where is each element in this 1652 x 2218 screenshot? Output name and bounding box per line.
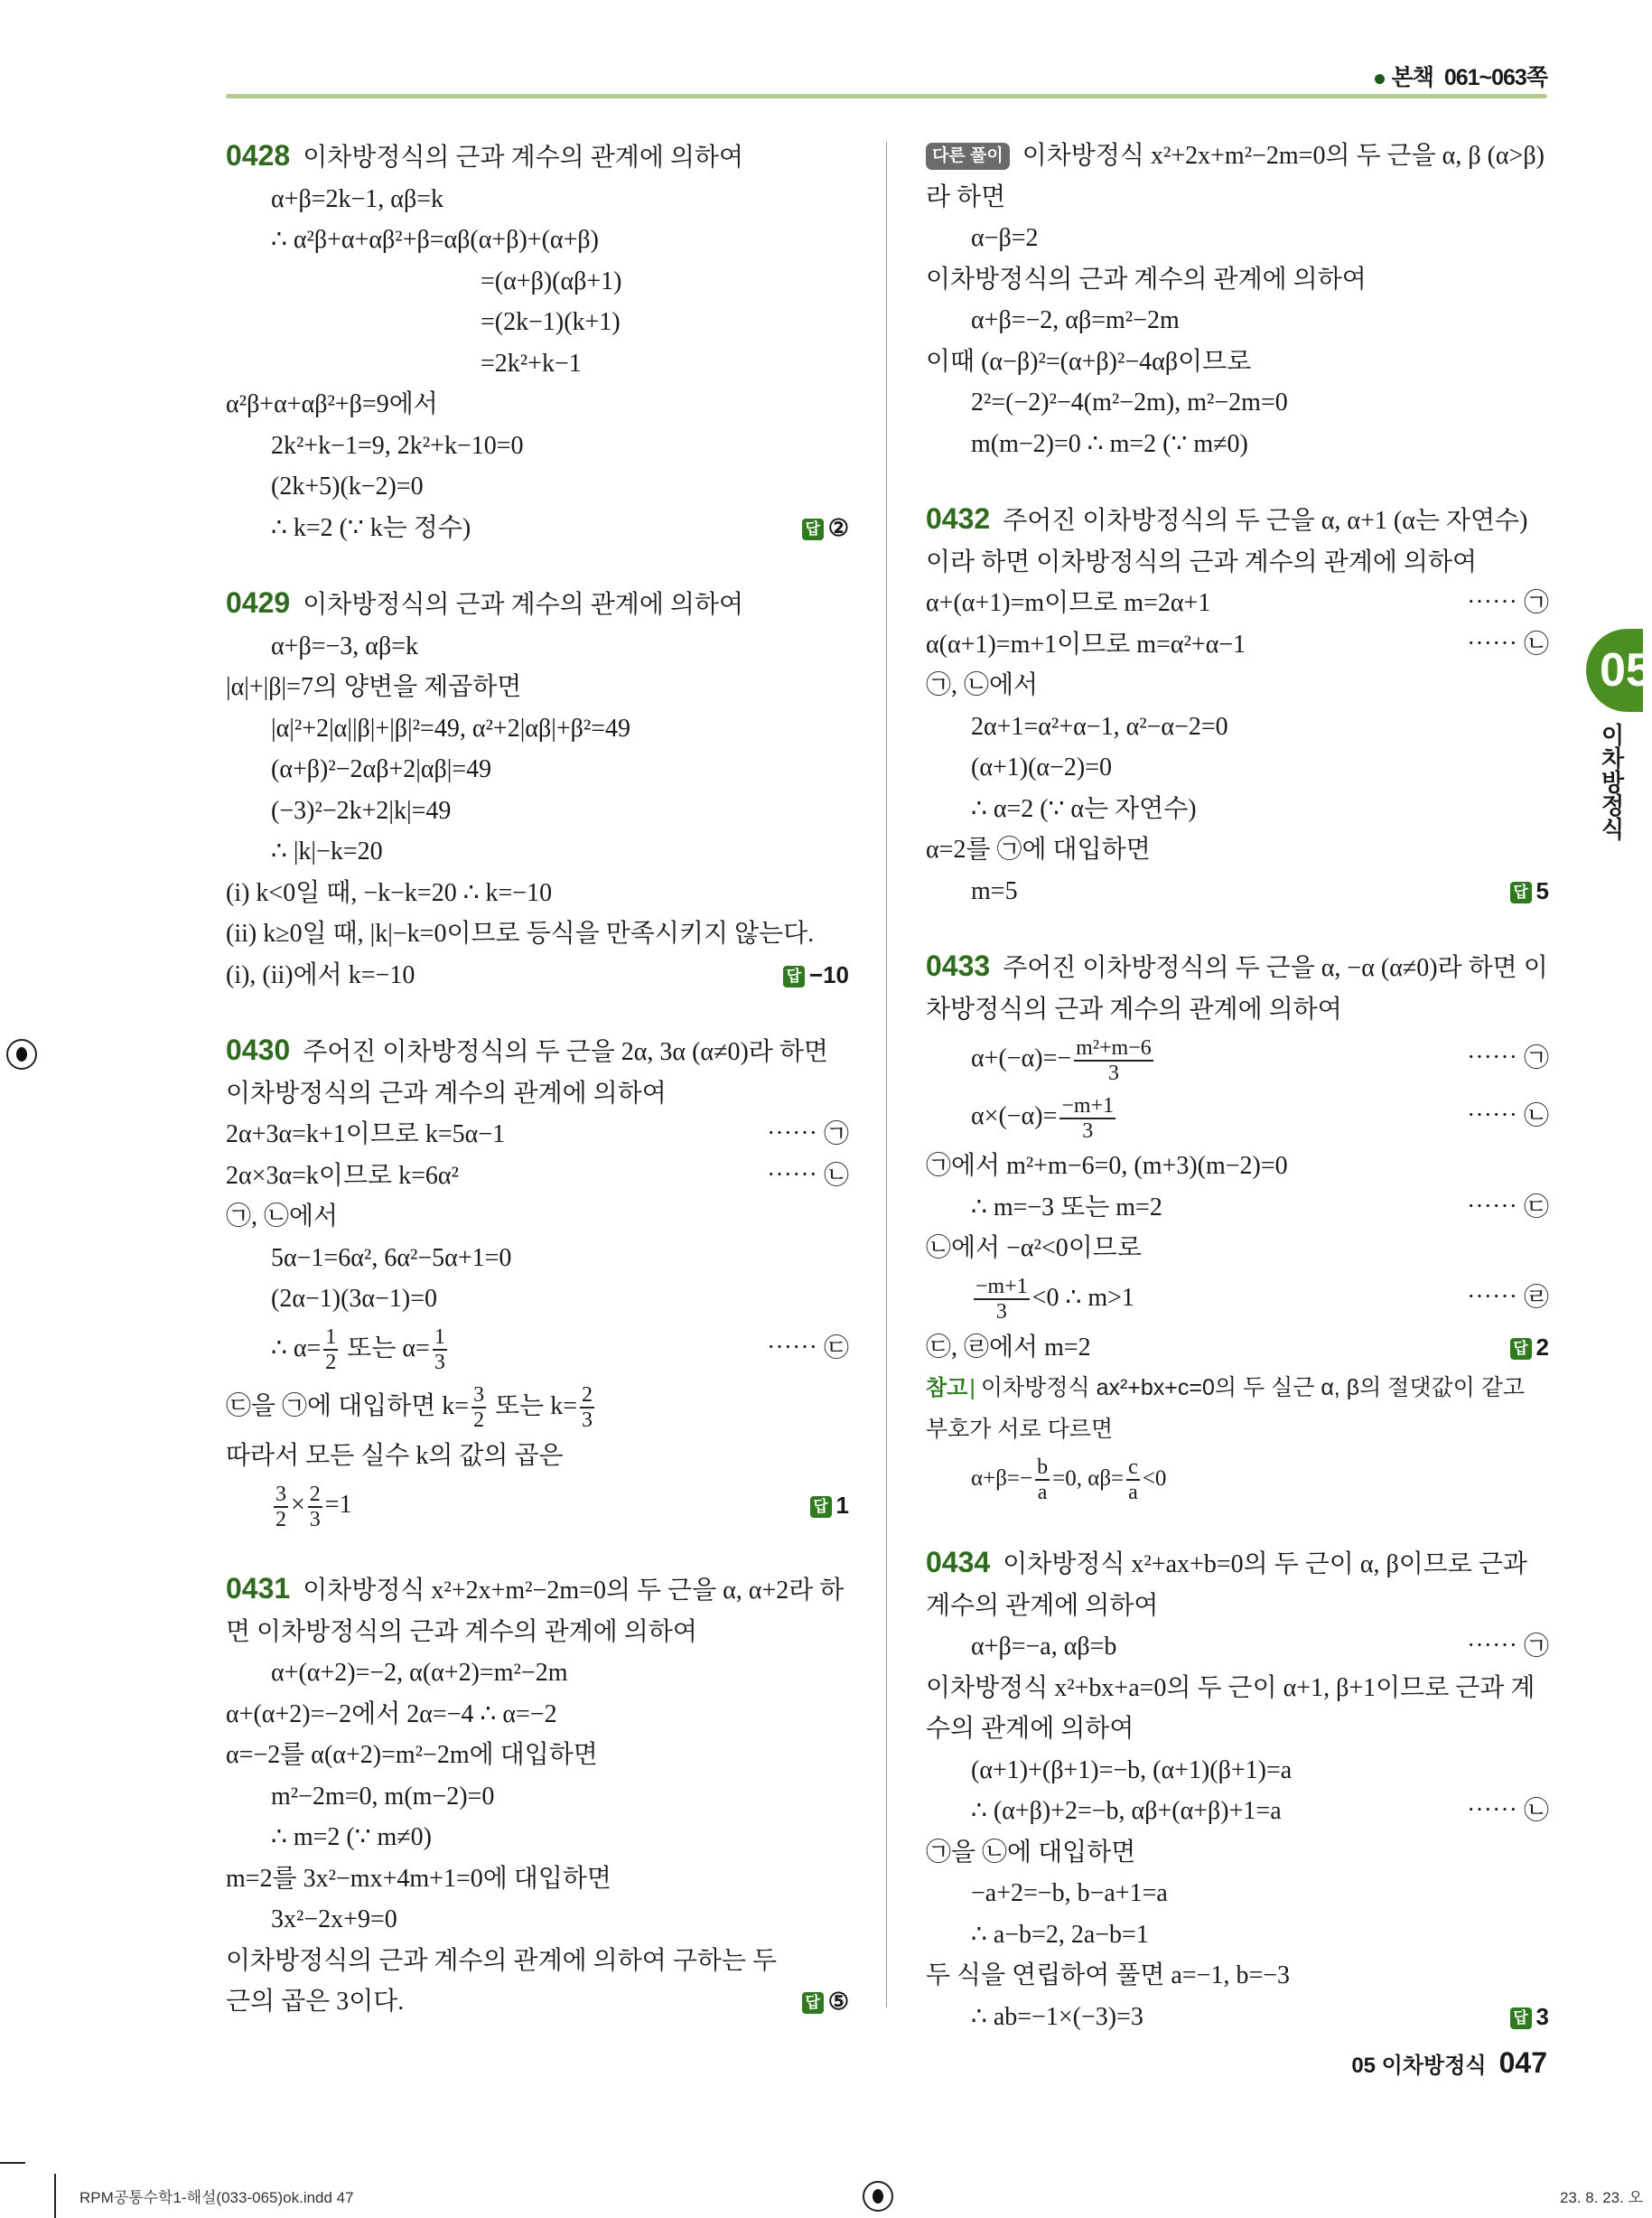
math-text: 2²=(−2)²−4(m²−2m), m²−2m=0 [971,388,1288,416]
equation-label: ⋯⋯ ㉡ [1466,1797,1549,1825]
solution-line [926,342,1549,383]
solution-line [226,261,849,303]
crop-mark [0,2162,25,2164]
answer [810,1476,849,1534]
denominator: 2 [325,1351,337,1375]
math-text: ∴ (α+β)+2=−b, αβ+(α+β)+1=a [971,1797,1282,1825]
math-text: α−β=2 [971,224,1039,252]
problem-solution [926,946,1549,1508]
print-file-info: RPM공통수학1-해설(033-065)ok.indd 47 [79,2189,354,2206]
math-text: ∴ α= [271,1334,322,1362]
answer-value: ② [827,513,849,541]
denominator: 3 [1107,1061,1119,1085]
reference-note [926,1368,1549,1508]
math-text: ㉠에서 m²+m−6=0, (m+3)(m−2)=0 [926,1152,1288,1180]
solution-heading [926,499,1549,583]
solution-line [926,1327,1549,1369]
math-text: m=5 [971,876,1018,905]
solution-line [926,1955,1549,1997]
alt-solution-tag: 다른 풀이 [926,143,1010,170]
equation-label: ⋯⋯ ㉡ [1466,630,1549,659]
fraction [1126,1455,1140,1504]
answer-value: −10 [808,960,849,988]
answer-badge-icon: 답 [1510,882,1532,903]
solution-line [926,1088,1549,1146]
solution-heading [226,1568,849,1652]
solution-line [926,747,1549,789]
solution-line [226,466,849,508]
heading-text: 이차방정식의 근과 계수의 관계에 의하여 [303,591,744,619]
math-text: α+(α+1)=m이므로 m=2α+1 [926,589,1211,617]
column-divider [886,142,887,2007]
solution-line [226,384,849,426]
solution-line [226,1196,849,1238]
left-column [226,136,849,2057]
math-text: α²β+α+αβ²+β=9에서 [226,390,438,418]
solution-line [926,1997,1549,2038]
solution-line [926,1873,1549,1914]
heading-text: 이차방정식 x²+ax+b=0의 두 근이 α, β이므로 근과 계수의 관계에 의하여 [926,1550,1527,1620]
note-text: 이차방정식 ax²+bx+c=0의 두 실근 α, β의 절댓값이 같고 부호가 서로 다르면 [926,1375,1526,1442]
solution-line [226,1652,849,1694]
math-text: ㉢을 ㉠에 대입하면 k= [226,1391,470,1420]
problem-solution [226,1568,849,2023]
numerator: 3 [275,1482,286,1506]
alternative-solution [926,136,1549,464]
denominator: 2 [473,1408,485,1433]
solution-line [926,424,1549,465]
fraction [974,1275,1030,1324]
math-text: =(α+β)(αβ+1) [481,267,622,295]
math-text: m=2를 3x²−mx+4m+1=0에 대입하면 [226,1864,611,1893]
problem-solution [226,136,849,548]
math-text: ㉠, ㉡에서 [926,671,1039,699]
math-text: ∴ |k|−k=20 [271,838,383,866]
answer-value: ⑤ [827,1988,849,2015]
math-text: (−3)²−2k+2|k|=49 [271,796,452,825]
math-text: ∴ a−b=2, 2a−b=1 [971,1920,1149,1949]
solution-line [926,665,1549,707]
numerator: 3 [473,1383,485,1408]
solution-line [226,1776,849,1818]
solution-heading [926,136,1549,218]
print-date: 23. 8. 23. 오 [1559,2189,1643,2206]
solution-line [226,1694,849,1736]
crop-mark [54,2174,56,2218]
answer-badge-icon: 답 [810,1496,832,1518]
solution-line [926,382,1549,424]
solution-line [926,829,1549,871]
solution-line [226,1735,849,1776]
answer [1510,1997,1549,2038]
math-text: (α+β)²−2αβ+2|αβ|=49 [271,755,492,783]
math-text: 따라서 모든 실수 k의 값의 곱은 [226,1441,564,1470]
solution-line [926,1626,1549,1668]
heading-text: 주어진 이차방정식의 두 근을 α, −α (α≠0)라 하면 이차방정식의 근과 계수의 관계에 의하여 [926,954,1548,1024]
numerator: 2 [581,1383,593,1408]
math-text: (ii) k≥0일 때, |k|−k=0이므로 등식을 만족시키지 않는다. [226,920,815,948]
solution-line [926,871,1549,912]
answer-badge-icon: 답 [783,966,805,987]
math-text: =2k²+k−1 [481,349,582,378]
heading-text: 이차방정식 x²+2x+m²−2m=0의 두 근을 α, β (α>β)라 하면 [926,142,1545,211]
solution-line [226,1858,849,1900]
math-text: ㉢, ㉣에서 m=2 [926,1333,1091,1362]
solution-line [926,1832,1549,1874]
math-text: 이때 (α−β)²=(α+β)²−4αβ이므로 [926,347,1252,376]
answer-badge-icon: 답 [1510,1338,1532,1360]
denominator: 3 [434,1351,445,1375]
solution-line [226,708,849,750]
math-text: =1 [324,1491,352,1519]
math-text: <0 ∴ m>1 [1031,1283,1134,1312]
denominator: a [1128,1481,1138,1505]
math-text: 2α+3α=k+1이므로 k=5α−1 [226,1120,506,1148]
math-text: (i), (ii)에서 k=−10 [226,960,415,989]
math-text: 또는 k= [489,1391,577,1420]
equation-label: ⋯⋯ ㉡ [766,1161,849,1190]
solution-line [226,1476,849,1534]
answer [802,1981,849,2023]
solution-line [226,179,849,220]
answer [802,508,849,549]
math-text: 이차방정식의 근과 계수의 관계에 의하여 [926,265,1367,294]
solution-line [226,343,849,385]
solution-line [926,1791,1549,1832]
equation-label: ⋯⋯ ㉠ [766,1120,849,1148]
page-number: 047 [1498,2046,1547,2079]
problem-number: 0432 [926,502,991,535]
note-heading [926,1368,1549,1450]
problem-number: 0431 [226,1572,291,1605]
solution-line [226,1238,849,1279]
math-text: ∴ α=2 (∵ α는 자연수) [971,794,1197,823]
solution-heading [226,1030,849,1114]
heading-text: 이차방정식 x²+2x+m²−2m=0의 두 근을 α, α+2라 하면 이차방정식의 근과 계수의 관계에 의하여 [226,1577,845,1646]
solution-line [226,831,849,873]
answer-badge-icon: 답 [802,1992,824,2014]
math-text: α=2를 ㉠에 대입하면 [926,836,1151,864]
solution-line [226,508,849,549]
fraction [471,1383,486,1432]
math-text: α=−2를 α(α+2)=m²−2m에 대입하면 [226,1741,598,1769]
solution-line [226,1378,849,1436]
registration-mark-icon [6,1039,37,1070]
bullet-icon [1375,74,1385,84]
solution-heading [226,583,849,626]
equation-label: ⋯⋯ ㉡ [1466,1102,1549,1130]
fraction [308,1483,322,1531]
math-text: (α+1)(α−2)=0 [971,753,1113,781]
equation-label: ⋯⋯ ㉠ [1466,1633,1549,1661]
numerator: −m+1 [975,1275,1028,1299]
page-reference [1375,60,1547,92]
problem-number: 0429 [226,586,291,619]
math-text: (α+1)+(β+1)=−b, (α+1)(β+1)=a [971,1755,1293,1784]
numerator: −m+1 [1061,1093,1115,1118]
math-text: (2k+5)(k−2)=0 [271,473,424,501]
answer-badge-icon: 답 [1510,2007,1532,2029]
fraction [580,1383,594,1432]
header-rule [226,94,1547,98]
numerator: c [1128,1455,1138,1480]
math-text: |α|+|β|=7의 양변을 제곱하면 [226,673,522,701]
solution-line [226,955,849,997]
math-text: α+β=− [971,1466,1033,1491]
answer [1510,1327,1549,1369]
math-text: 이차방정식의 근과 계수의 관계에 의하여 구하는 두 근의 곱은 3이다. [226,1946,778,2016]
solution-line [226,626,849,668]
math-text: 또는 α= [341,1334,430,1362]
problem-number: 0434 [926,1546,991,1578]
math-text: × [291,1491,305,1519]
heading-text: 주어진 이차방정식의 두 근을 2α, 3α (α≠0)라 하면 이차방정식의 근과 계수의 관계에 의하여 [226,1038,828,1108]
math-text: ㉠을 ㉡에 대입하면 [926,1838,1136,1867]
problem-number: 0433 [926,950,991,982]
problem-solution [226,583,849,996]
solution-line [926,789,1549,830]
equation-label: ⋯⋯ ㉢ [766,1334,849,1362]
note-label: 참고 [926,1376,968,1400]
denominator: 2 [275,1507,286,1531]
problem-solution [926,1542,1549,2037]
math-text: 5α−1=6α², 6α²−5α+1=0 [271,1243,512,1272]
math-text: ㉡에서 −α²<0이므로 [926,1234,1142,1262]
solution-line [926,707,1549,748]
solution-line [226,1278,849,1320]
answer-value: 2 [1535,1333,1549,1361]
math-text: ∴ m=−3 또는 m=2 [971,1193,1162,1221]
denominator: 3 [995,1300,1007,1324]
solution-heading [926,946,1549,1030]
numerator: m²+m−6 [1076,1035,1152,1060]
math-text: α×(−α)= [971,1102,1058,1130]
solution-line [226,1114,849,1156]
solution-line [226,791,849,832]
math-text: ∴ m=2 (∵ m≠0) [271,1823,432,1851]
registration-mark-icon [863,2181,893,2212]
denominator: a [1037,1481,1048,1505]
fraction [1059,1094,1115,1143]
solution-line [226,873,849,914]
solution-line [226,749,849,791]
math-text: 이차방정식 x²+bx+a=0의 두 근이 α+1, β+1이므로 근과 계수의 관계에 의하여 [926,1673,1535,1743]
solution-line [226,1899,849,1941]
fraction [1074,1036,1153,1085]
heading-text: 이차방정식의 근과 계수의 관계에 의하여 [303,144,744,172]
math-text: α+(−α)=− [971,1044,1072,1072]
math-text: α+β=2k−1, αβ=k [271,184,443,213]
math-text: α+(α+2)=−2, α(α+2)=m²−2m [271,1659,568,1687]
footer-chapter: 05 이차방정식 [1351,2054,1487,2078]
solution-line [926,1228,1549,1269]
math-text: α+β=−3, αβ=k [271,632,418,660]
answer-value: 1 [835,1492,849,1519]
solution-line [926,1450,1549,1508]
solution-heading [926,1542,1549,1626]
numerator: b [1037,1455,1049,1480]
solution-line [926,300,1549,342]
numerator: 1 [434,1325,445,1350]
solution-line [226,220,849,261]
math-text: α(α+1)=m+1이므로 m=α²+α−1 [926,630,1246,659]
solution-line [226,1436,849,1477]
numerator: 1 [325,1325,337,1350]
answer [783,955,849,997]
solution-heading [226,136,849,179]
fraction [274,1483,288,1531]
problem-solution [226,1030,849,1534]
solution-line [226,913,849,955]
denominator: 3 [1082,1118,1094,1143]
equation-label: ⋯⋯ ㉢ [1466,1193,1549,1221]
math-text: 2α+1=α²+α−1, α²−α−2=0 [971,712,1228,741]
solution-line [226,667,849,708]
math-text: m(m−2)=0 ∴ m=2 (∵ m≠0) [971,429,1248,458]
math-text: m²−2m=0, m(m−2)=0 [271,1782,495,1811]
solution-line [226,1817,849,1858]
math-text: 3x²−2x+9=0 [271,1905,397,1933]
solution-line [926,1187,1549,1229]
denominator: 3 [581,1408,593,1433]
solution-line [226,302,849,343]
math-text: =(2k−1)(k+1) [481,308,621,336]
math-text: (2α−1)(3α−1)=0 [271,1285,438,1313]
equation-label: ⋯⋯ ㉠ [1466,1044,1549,1072]
solution-line [926,1914,1549,1956]
solution-line [926,1750,1549,1792]
solution-line [226,1941,849,2023]
solution-line [926,583,1549,624]
math-text: α+β=−2, αβ=m²−2m [971,306,1180,334]
header-label: 본책 [1391,65,1433,90]
solution-line [926,1030,1549,1088]
math-text: ∴ ab=−1×(−3)=3 [971,2002,1143,2031]
answer-badge-icon: 답 [802,519,824,540]
math-text: =0, αβ= [1052,1466,1125,1491]
answer-value: 3 [1535,2002,1549,2030]
math-text: 두 식을 연립하여 풀면 a=−1, b=−3 [926,1961,1291,1989]
math-text: ∴ k=2 (∵ k는 정수) [271,513,471,542]
denominator: 3 [309,1507,321,1531]
header-pages: 061~063쪽 [1443,65,1547,90]
page-footer [1351,2046,1547,2080]
note-separator: | [969,1375,975,1400]
fraction [1035,1455,1050,1504]
math-text: |α|²+2|α||β|+|β|²=49, α²+2|αβ|+β²=49 [271,714,631,743]
solution-line [926,1146,1549,1187]
answer-value: 5 [1535,876,1549,904]
math-text: ∴ α²β+α+αβ²+β=αβ(α+β)+(α+β) [271,226,599,254]
problem-number: 0428 [226,139,291,172]
math-text: 2α×3α=k이므로 k=6α² [226,1161,459,1190]
equation-label: ⋯⋯ ㉣ [1466,1283,1549,1312]
math-text: <0 [1142,1466,1167,1491]
equation-label: ⋯⋯ ㉠ [1466,589,1549,617]
solution-line [926,259,1549,301]
right-column [926,136,1549,2072]
problem-solution [926,499,1549,912]
solution-line [226,1156,849,1197]
math-text: ㉠, ㉡에서 [226,1203,339,1231]
solution-line [926,624,1549,666]
heading-text: 주어진 이차방정식의 두 근을 α, α+1 (α는 자연수)이라 하면 이차방정식의 근과 계수의 관계에 의하여 [926,507,1528,576]
answer [1510,871,1549,912]
math-text: 2k²+k−1=9, 2k²+k−10=0 [271,431,524,460]
fraction [323,1325,338,1374]
chapter-tab: 05 [1586,629,1643,712]
math-text: α+(α+2)=−2에서 2α=−4 ∴ α=−2 [226,1699,557,1728]
chapter-tab-title: 이차방정식 [1598,723,1625,840]
math-text: (i) k<0일 때, −k−k=20 ∴ k=−10 [226,878,553,907]
fraction [433,1325,447,1374]
math-text: −a+2=−b, b−a+1=a [971,1879,1168,1907]
solution-line [926,1269,1549,1327]
solution-line [226,1320,849,1378]
math-text: α+β=−a, αβ=b [971,1633,1117,1661]
numerator: 2 [309,1482,321,1506]
problem-number: 0430 [226,1034,291,1066]
solution-line [926,1668,1549,1750]
solution-line [226,426,849,467]
solution-line [926,218,1549,259]
